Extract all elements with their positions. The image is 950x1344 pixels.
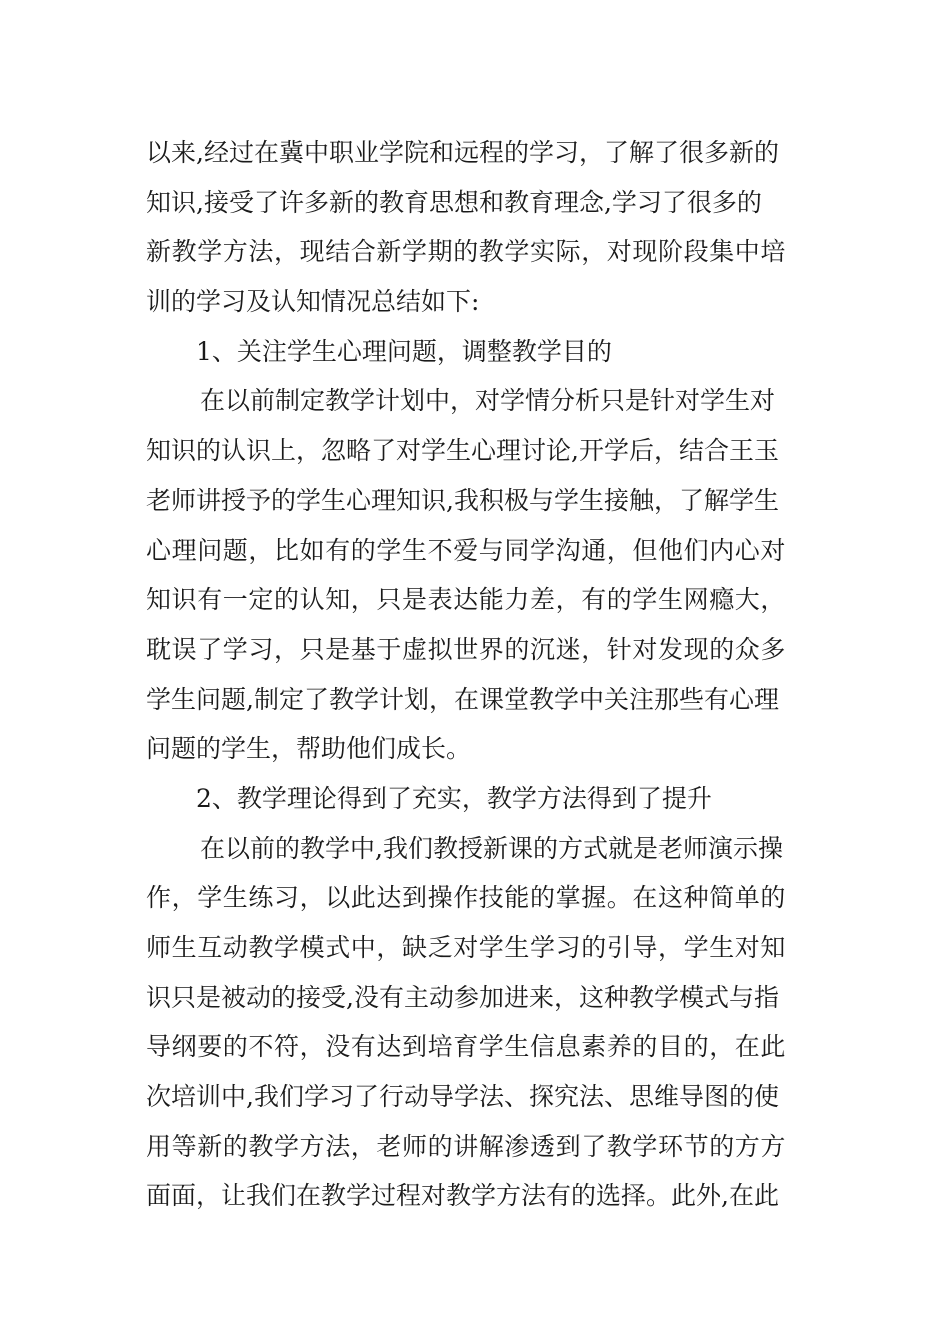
- text-line: 识只是被动的接受,没有主动参加进来，这种教学模式与指: [146, 982, 779, 1012]
- text-line: 在以前制定教学计划中，对学情分析只是针对学生对: [200, 386, 776, 416]
- text-line: 知识的认识上，忽略了对学生心理讨论,开学后，结合王玉: [146, 436, 779, 466]
- text-line: 知识有一定的认知，只是表达能力差，有的学生网瘾大，: [146, 585, 787, 615]
- document-body: [146, 128, 810, 1221]
- section-heading: 2、教学理论得到了充实，教学方法得到了提升: [196, 783, 712, 813]
- text-line: 面面，让我们在教学过程对教学方法有的选择。此外,在此: [146, 1181, 779, 1211]
- text-line: 次培训中,我们学习了行动导学法、探究法、思维导图的使: [146, 1082, 779, 1112]
- text-line: 以来,经过在冀中职业学院和远程的学习，了解了很多新的: [146, 138, 779, 167]
- text-line: 用等新的教学方法，老师的讲解渗透到了教学环节的方方: [146, 1131, 787, 1161]
- text-line: 耽误了学习，只是基于虚拟世界的沉迷，针对发现的众多: [146, 634, 787, 664]
- section-heading: 1、关注学生心理问题，调整教学目的: [196, 336, 612, 366]
- text-line: 作，学生练习，以此达到操作技能的掌握。在这种简单的: [146, 883, 787, 913]
- text-line: 训的学习及认知情况总结如下:: [146, 287, 480, 317]
- text-line: 老师讲授予的学生心理知识,我积极与学生接触，了解学生: [146, 485, 779, 515]
- text-line: 在以前的教学中,我们教授新课的方式就是老师演示操: [200, 833, 783, 863]
- text-line: 心理问题，比如有的学生不爱与同学沟通，但他们内心对: [146, 535, 787, 565]
- text-line: 学生问题,制定了教学计划，在课堂教学中关注那些有心理: [146, 684, 779, 714]
- text-line: 师生互动教学模式中，缺乏对学生学习的引导，学生对知: [146, 933, 787, 962]
- text-line: 知识,接受了许多新的教育思想和教育理念,学习了很多的: [146, 187, 762, 217]
- text-line: 导纲要的不符，没有达到培育学生信息素养的目的，在此: [146, 1032, 787, 1062]
- text-line: 问题的学生，帮助他们成长。: [146, 734, 472, 764]
- text-line: 新教学方法，现结合新学期的教学实际，对现阶段集中培: [146, 237, 787, 267]
